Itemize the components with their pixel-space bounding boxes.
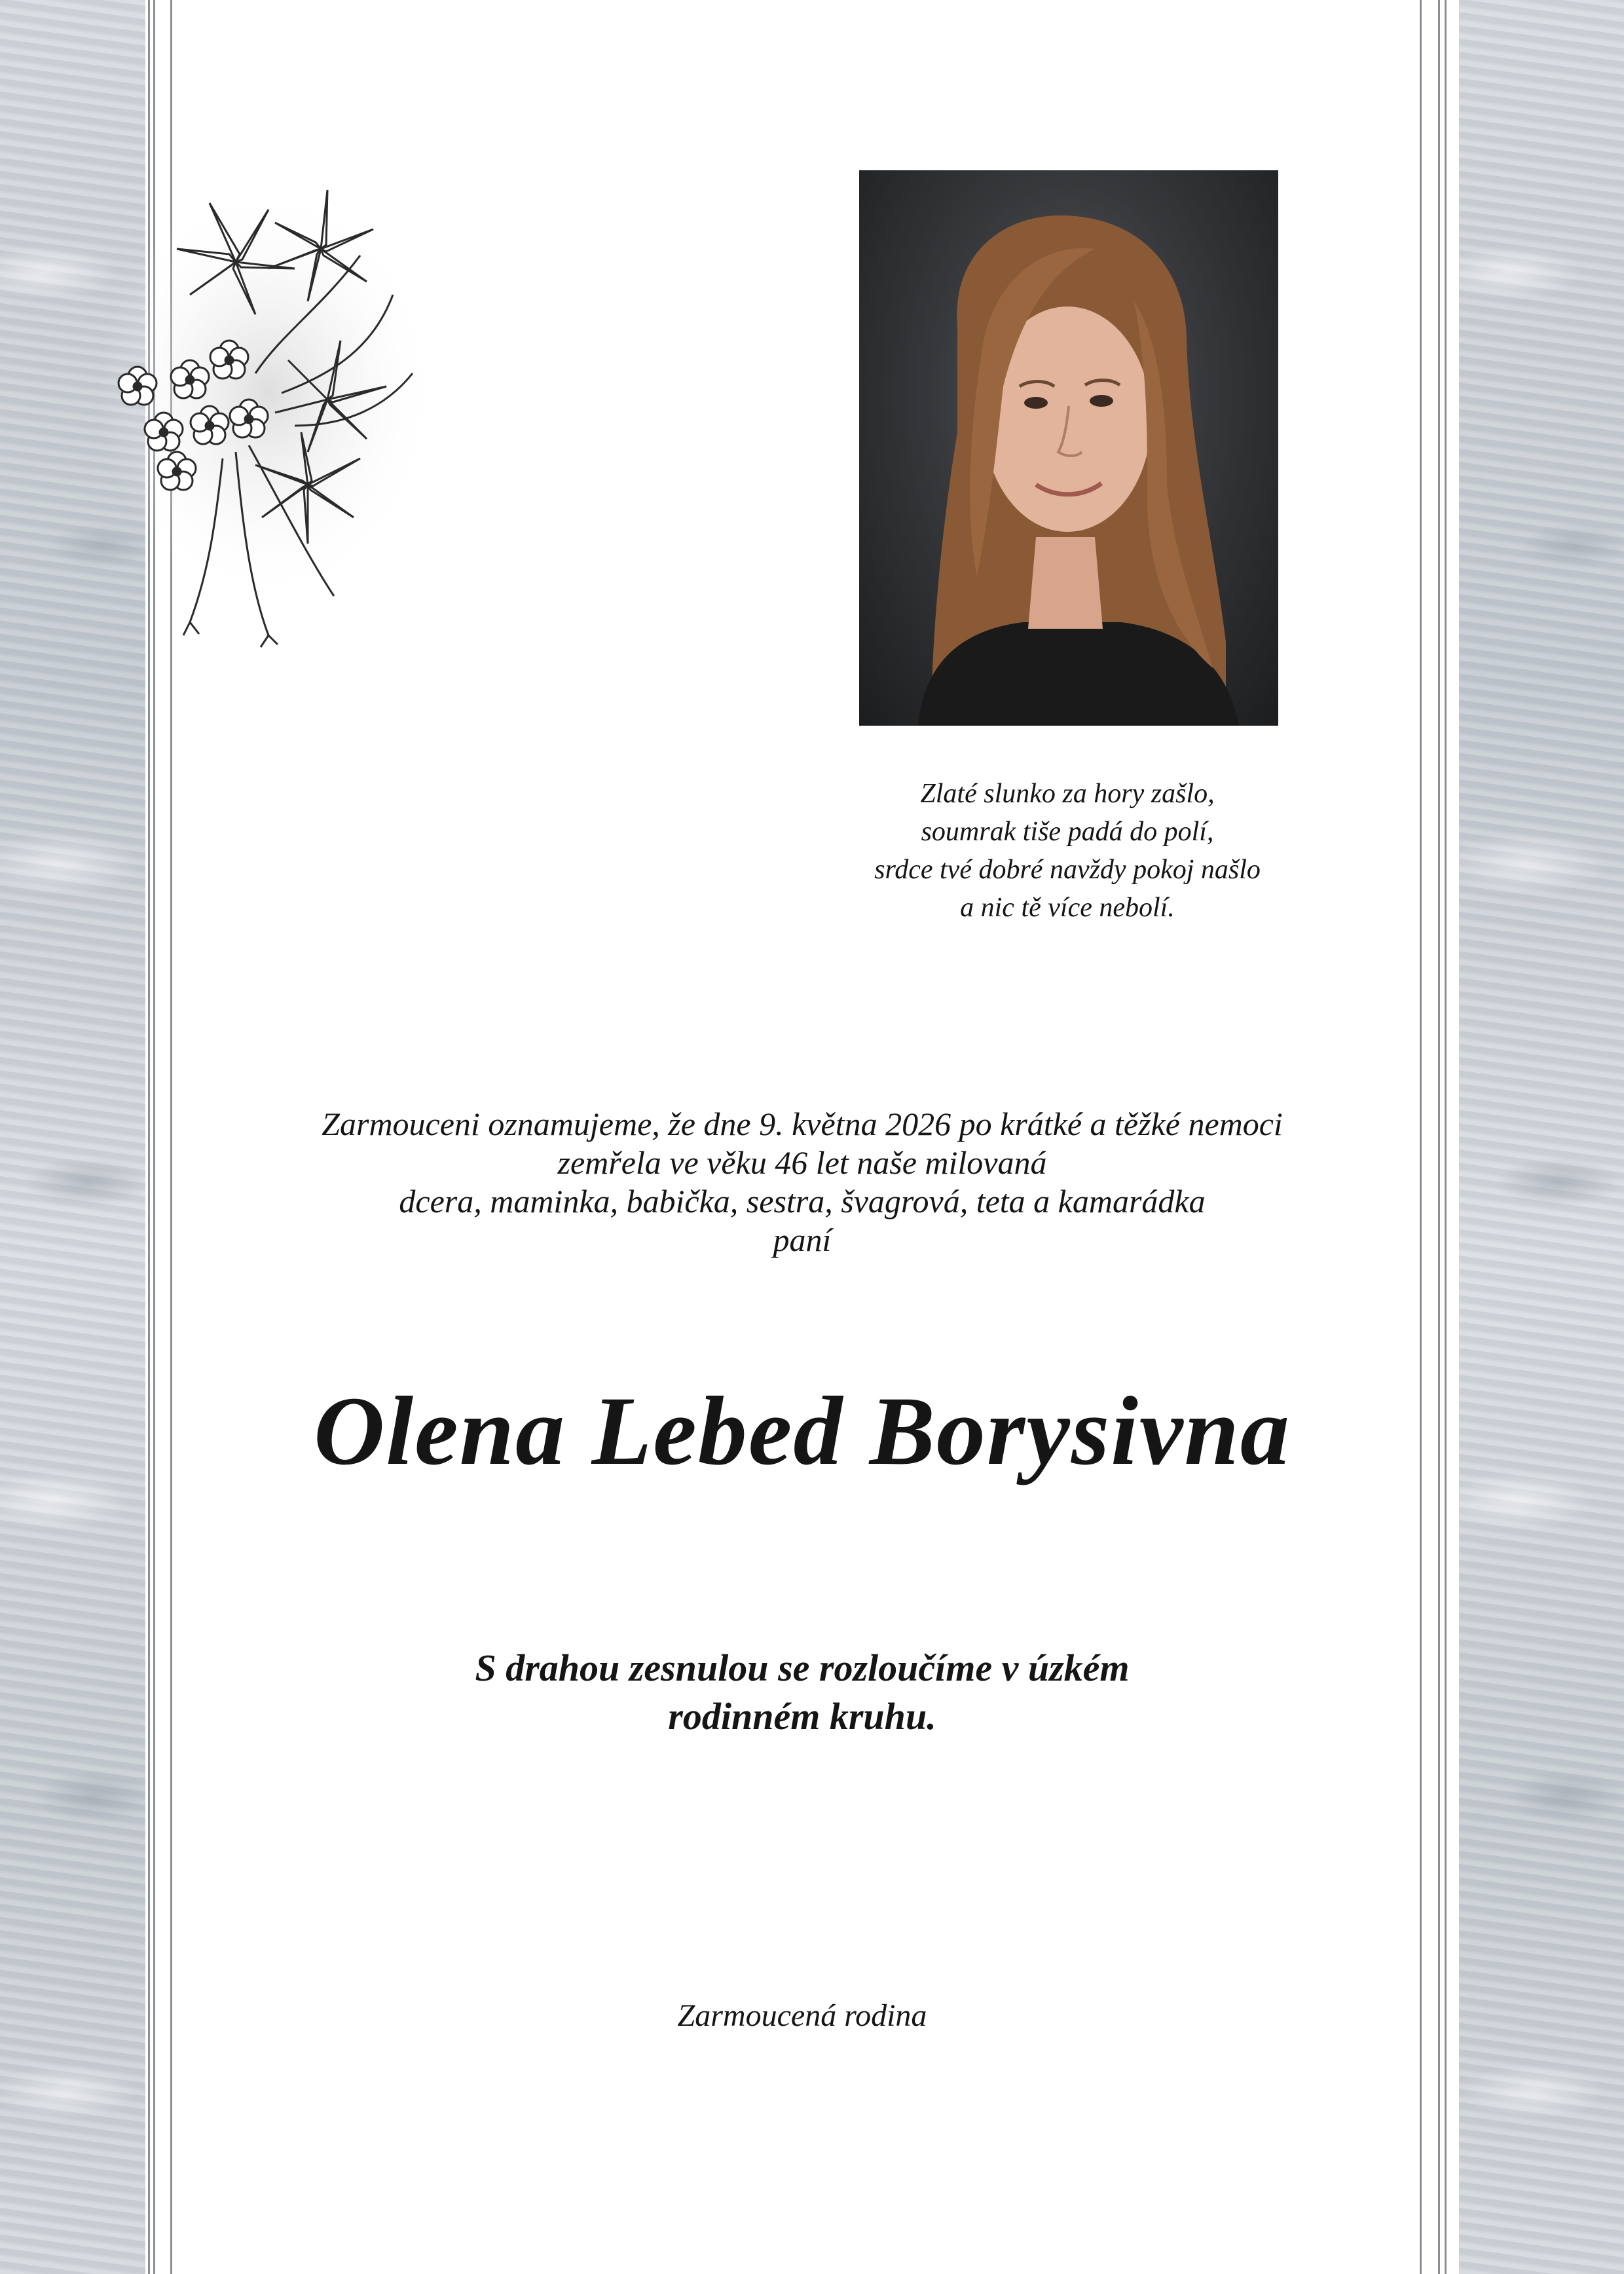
deceased-name: Olena Lebed Borysivna — [314, 1377, 1291, 1485]
announcement-line: dcera, maminka, babička, sestra, švagrová, teta a kamarádka — [399, 1183, 1206, 1220]
farewell-notice — [145, 1644, 1459, 1741]
right-marble-border — [1459, 0, 1624, 2274]
announcement-line: Zarmouceni oznamujeme, že dne 9. května 2026 po krátké a těžké nemoci — [322, 1106, 1283, 1142]
signature: Zarmoucená rodina — [677, 1998, 927, 2033]
farewell-line: S drahou zesnulou se rozloučíme v úzkém — [475, 1647, 1130, 1689]
poem-line: a nic tě více nebolí. — [960, 893, 1175, 923]
announcement-line: paní — [773, 1221, 832, 1258]
announcement — [145, 1105, 1459, 1259]
portrait-figure — [859, 170, 1278, 726]
farewell-line: rodinném kruhu. — [668, 1695, 936, 1738]
poem-line: Zlaté slunko za hory zašlo, — [920, 779, 1215, 809]
portrait-photo — [859, 170, 1278, 726]
poem-line: srdce tvé dobré navždy pokoj našlo — [874, 855, 1261, 885]
announcement-line: zemřela ve věku 46 let naše milovaná — [557, 1144, 1047, 1181]
lily-bouquet-icon — [85, 177, 426, 662]
poem-line: soumrak tiše padá do polí, — [921, 817, 1214, 847]
poem — [760, 775, 1375, 927]
